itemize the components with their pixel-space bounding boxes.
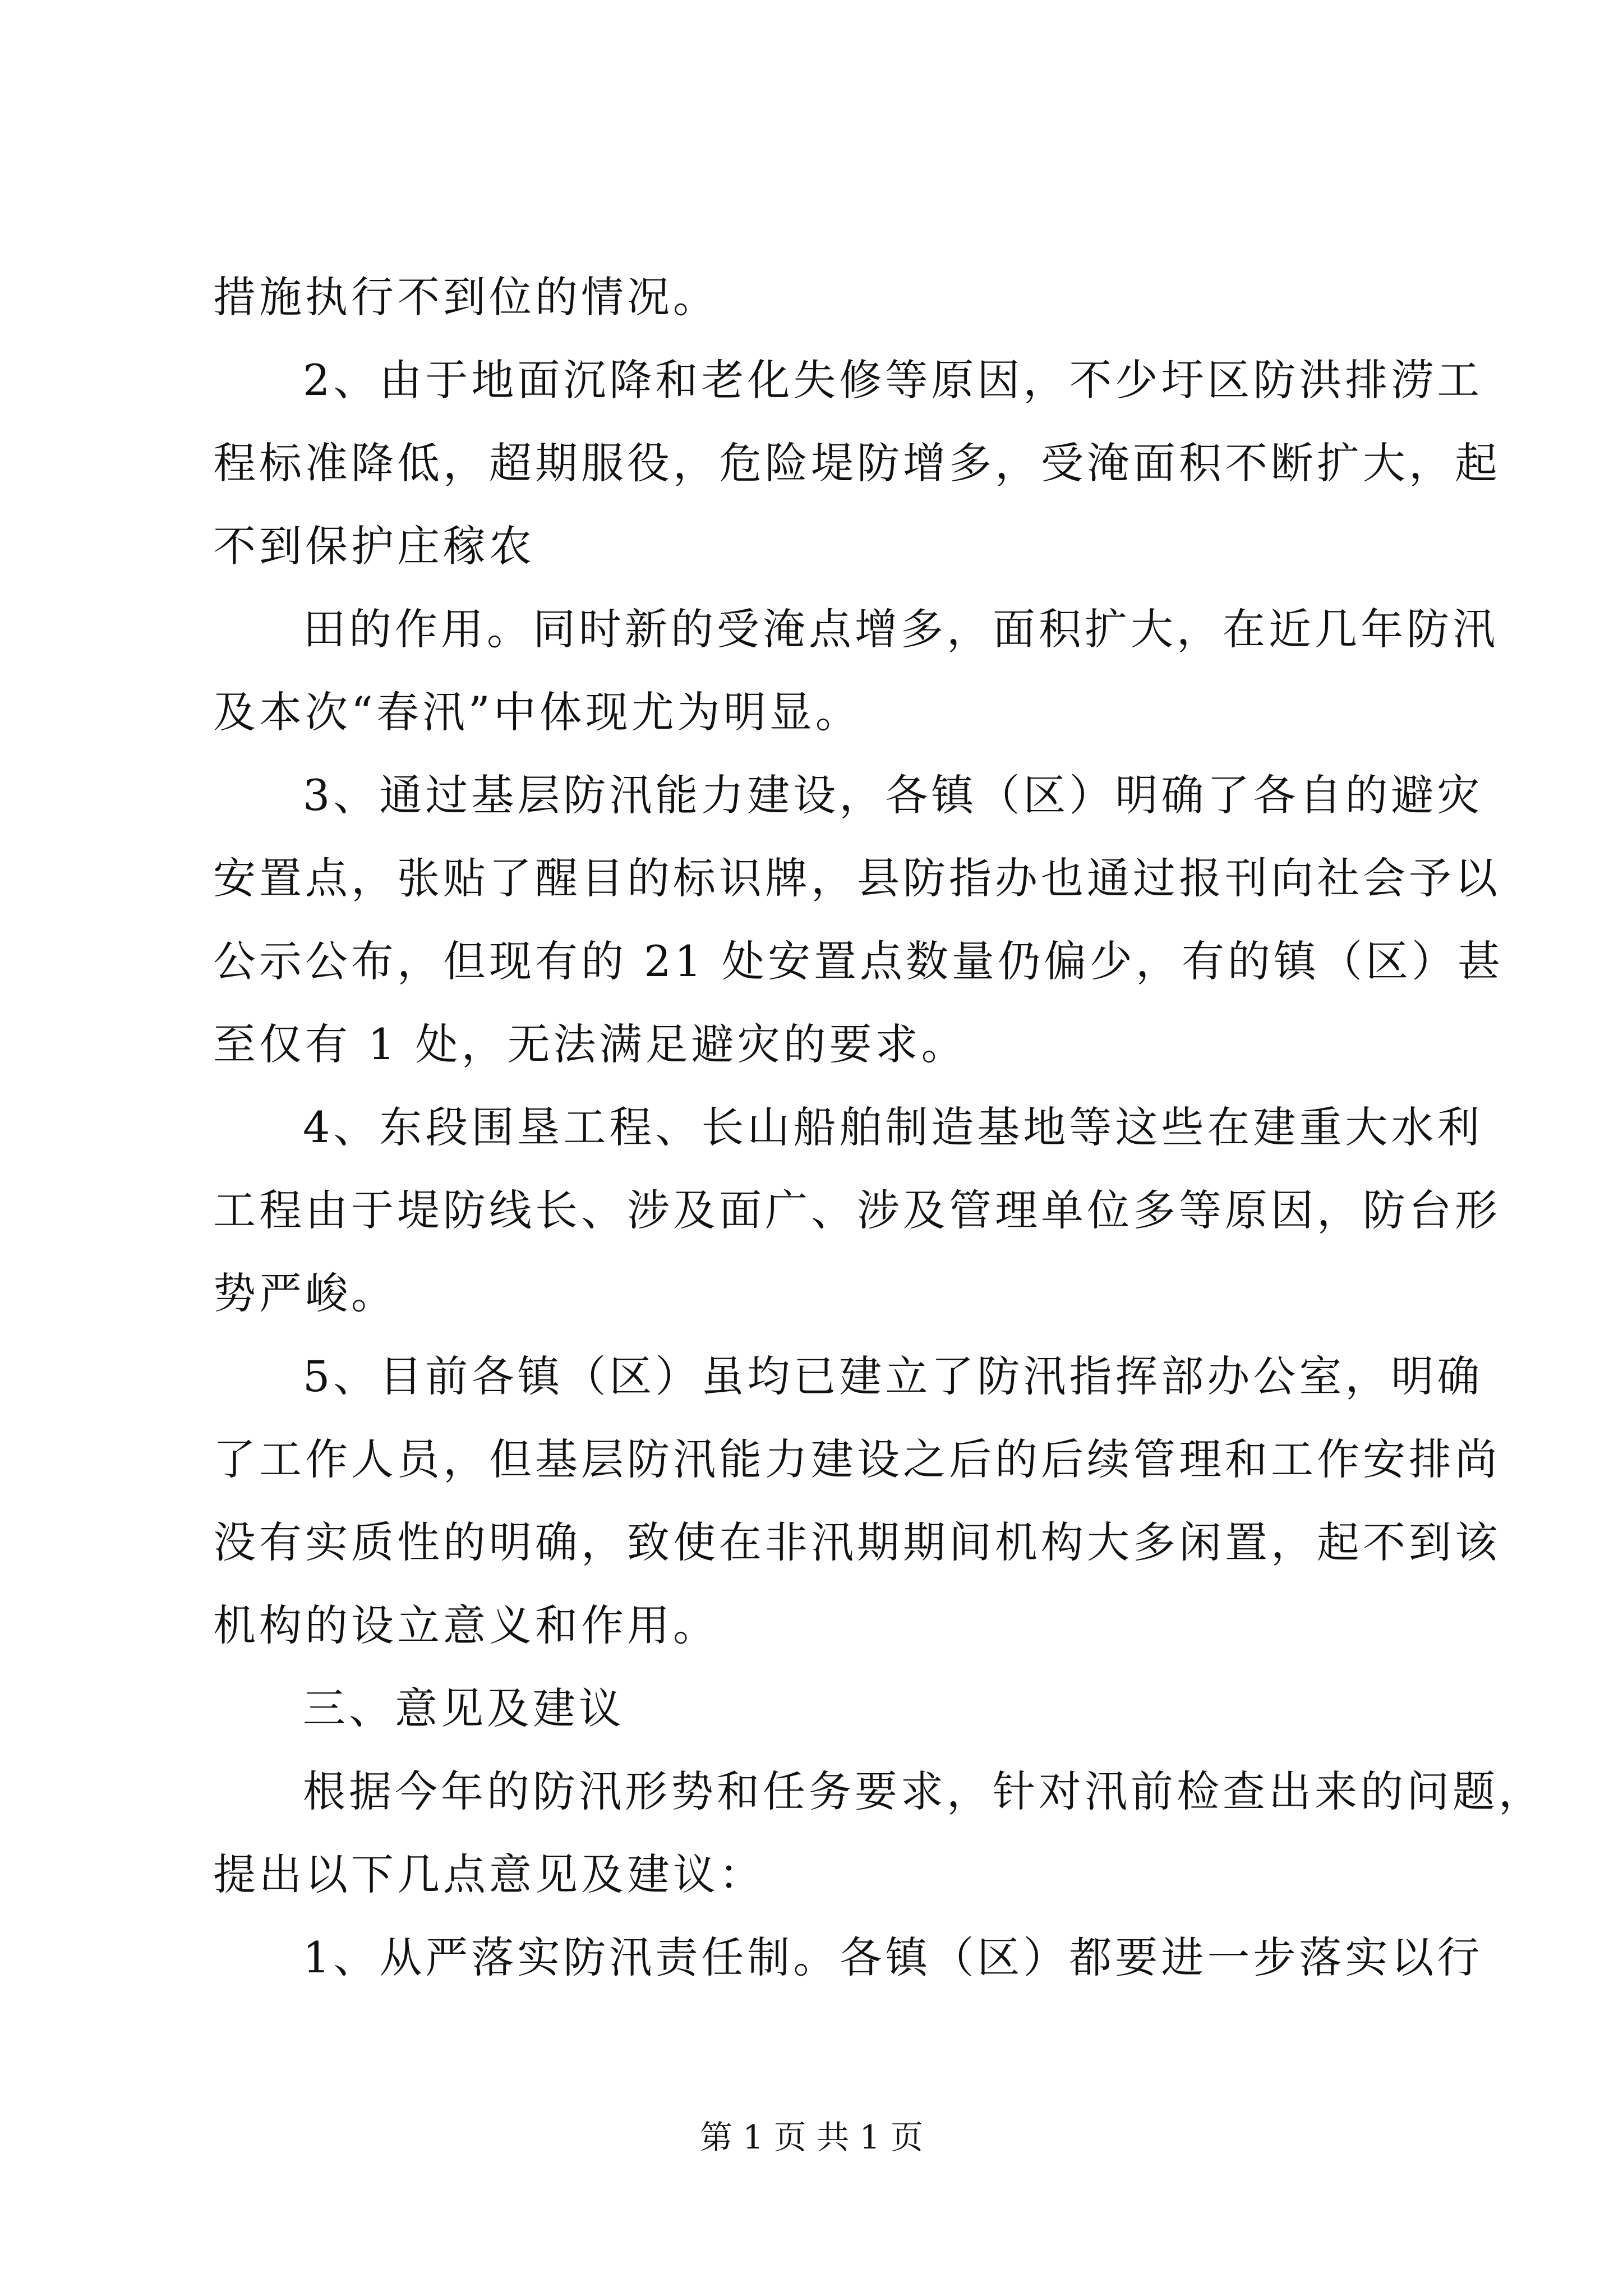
body-line: 没有实质性的明确，致使在非汛期期间机构大多闲置，起不到该 xyxy=(213,1517,1501,1567)
body-line: 公示公布，但现有的 21 处安置点数量仍偏少，有的镇（区）甚 xyxy=(213,936,1504,986)
body-line: 势严峻。 xyxy=(213,1268,397,1318)
body-line: 了工作人员，但基层防汛能力建设之后的后续管理和工作安排尚 xyxy=(213,1434,1501,1484)
body-line: 田的作用。同时新的受淹点增多，面积扩大，在近几年防汛 xyxy=(303,604,1498,654)
body-line: 1、从严落实防汛责任制。各镇（区）都要进一步落实以行 xyxy=(303,1932,1483,1982)
body-line: 不到保护庄稼农 xyxy=(213,521,535,571)
body-line: 措施执行不到位的情况。 xyxy=(213,272,719,322)
body-line: 2、由于地面沉降和老化失修等原因，不少圩区防洪排涝工 xyxy=(303,355,1483,405)
body-line: 机构的设立意义和作用。 xyxy=(213,1600,719,1650)
body-line: 工程由于堤防线长、涉及面广、涉及管理单位多等原因，防台形 xyxy=(213,1185,1501,1235)
section-heading: 三、意见及建议 xyxy=(303,1683,625,1733)
body-line: 安置点，张贴了醒目的标识牌，县防指办也通过报刊向社会予以 xyxy=(213,853,1501,903)
body-line: 3、通过基层防汛能力建设，各镇（区）明确了各自的避灾 xyxy=(303,770,1483,820)
body-line: 5、目前各镇（区）虽均已建立了防汛指挥部办公室，明确 xyxy=(303,1351,1483,1401)
page-footer: 第 1 页 共 1 页 xyxy=(700,2118,923,2156)
body-line: 程标准降低，超期服役，危险堤防增多，受淹面积不断扩大，起 xyxy=(213,438,1501,488)
body-line: 根据今年的防汛形势和任务要求，针对汛前检查出来的问题， xyxy=(303,1766,1544,1816)
body-line: 至仅有 1 处，无法满足避灾的要求。 xyxy=(213,1019,967,1069)
body-line: 提出以下几点意见及建议： xyxy=(213,1849,765,1899)
body-line: 及本次“春汛”中体现尤为明显。 xyxy=(213,687,861,737)
body-line: 4、东段围垦工程、长山船舶制造基地等这些在建重大水利 xyxy=(303,1102,1483,1152)
